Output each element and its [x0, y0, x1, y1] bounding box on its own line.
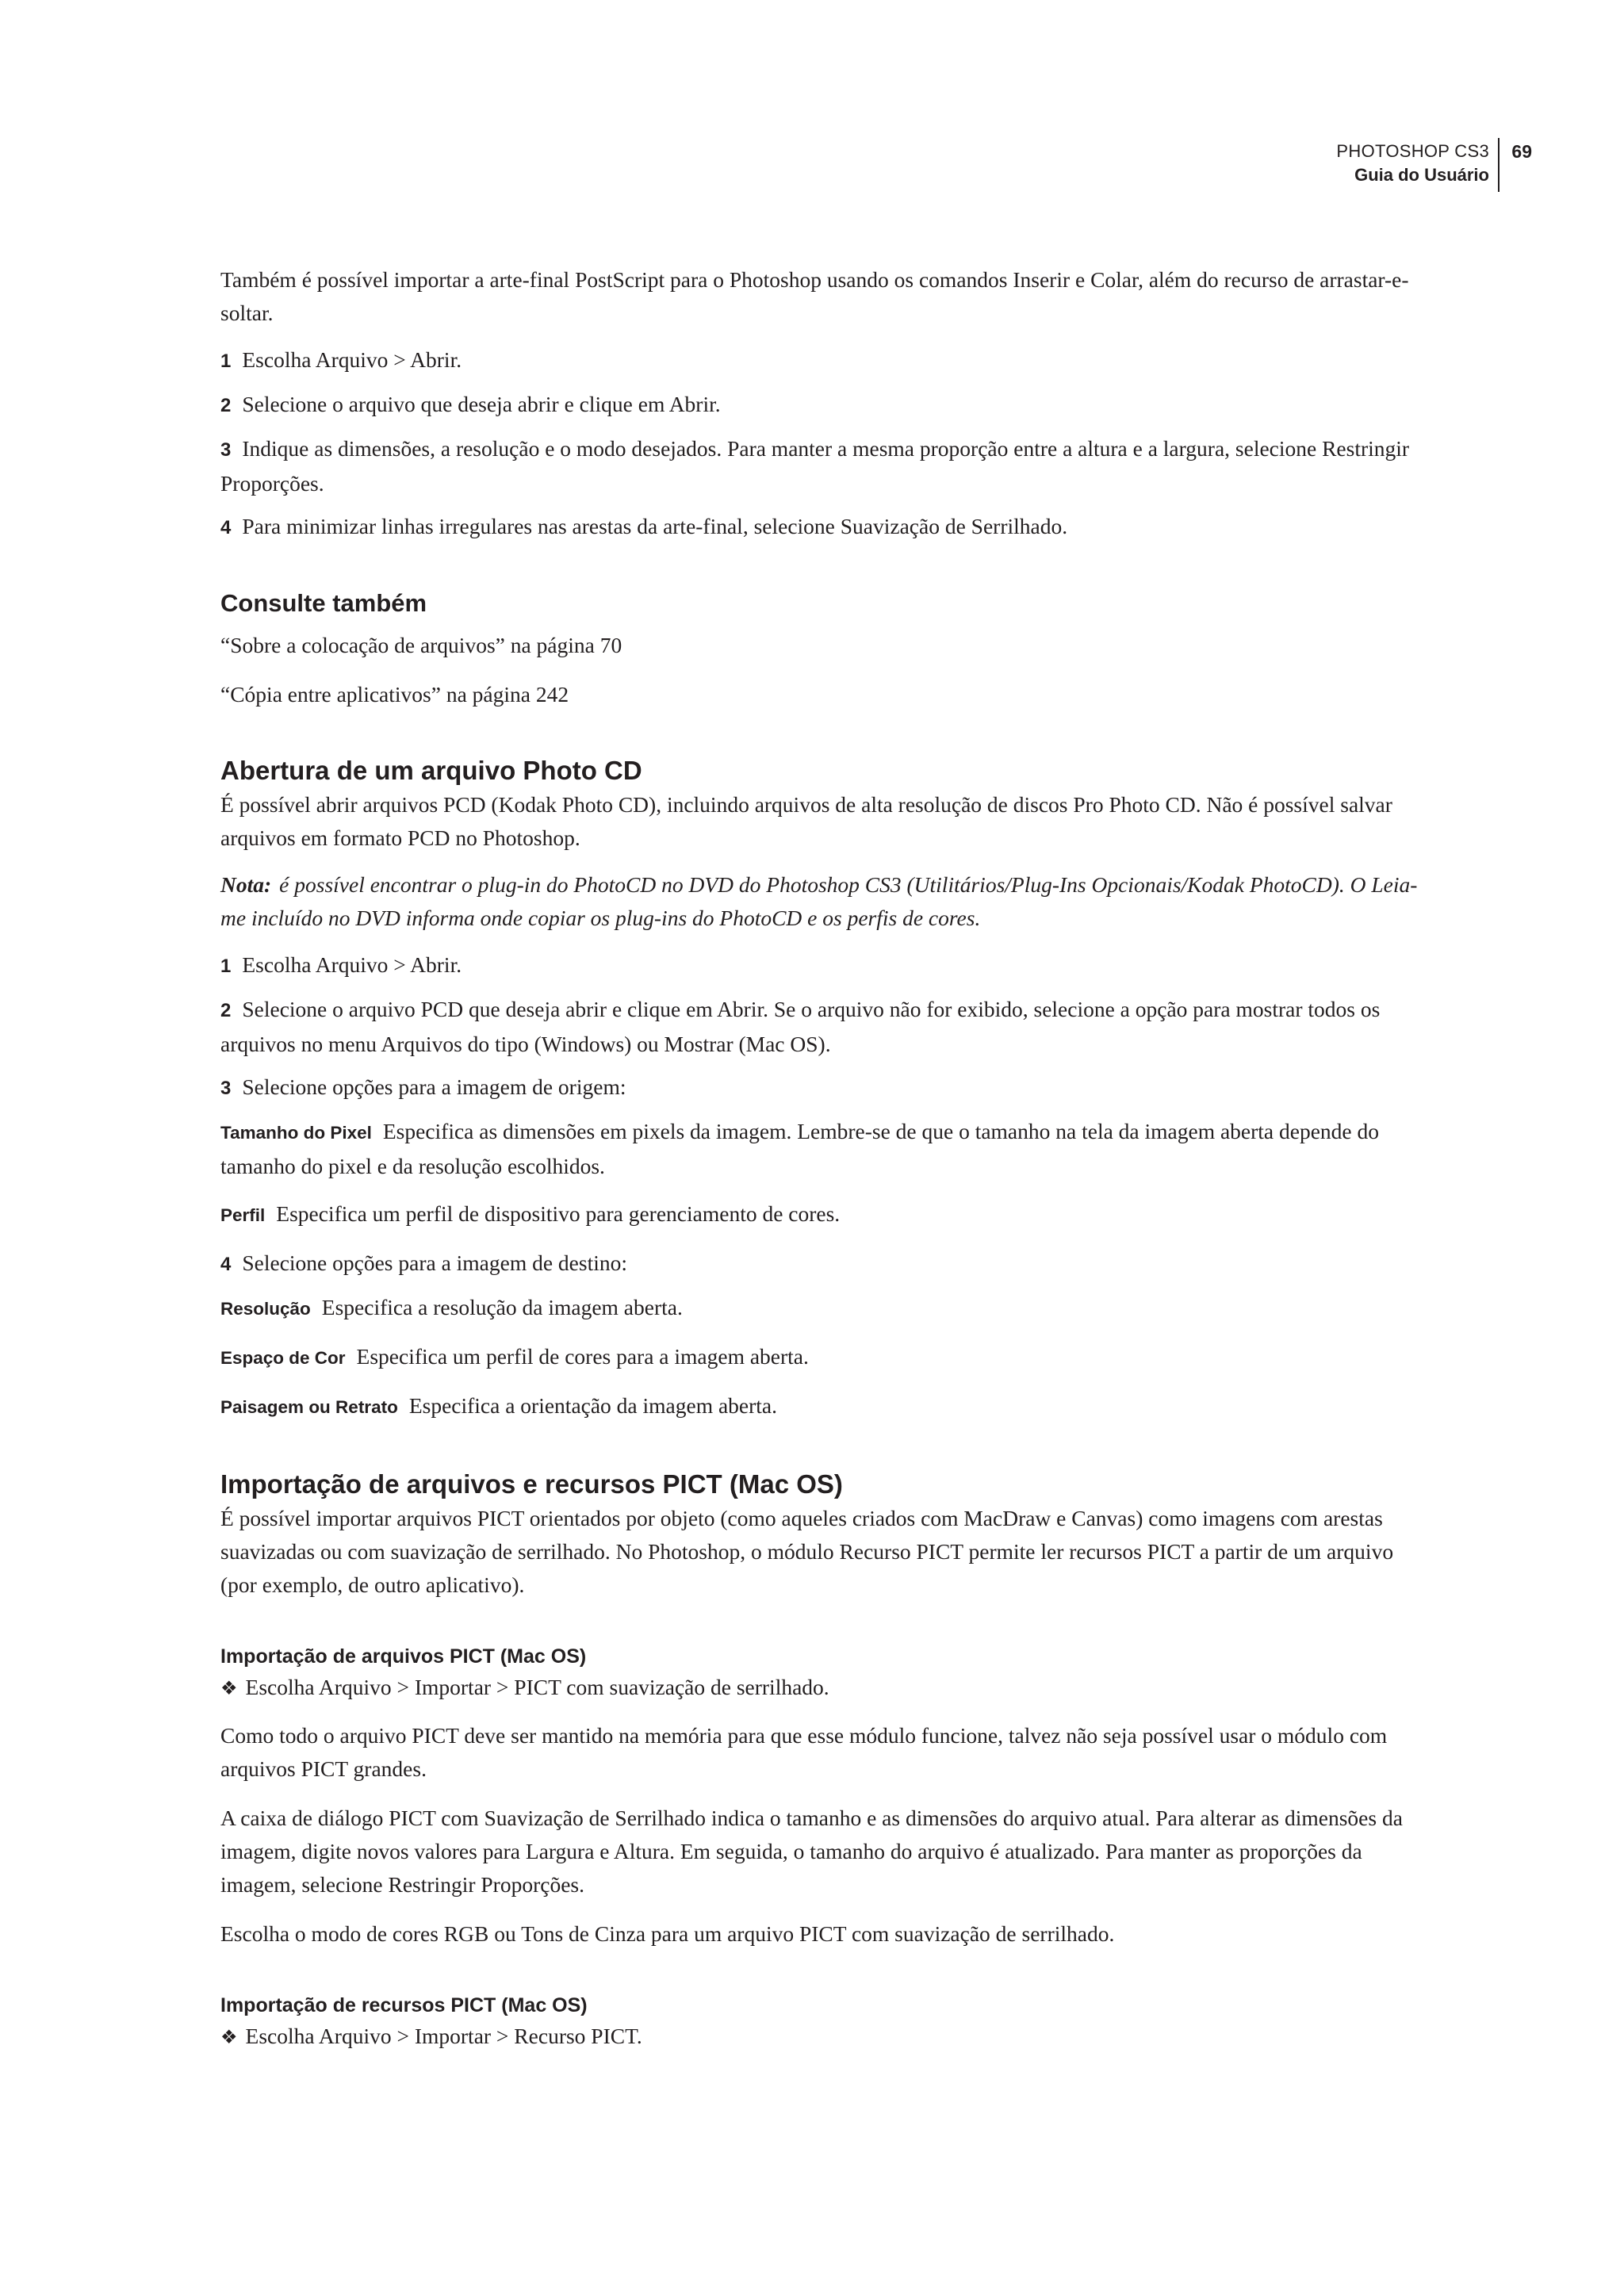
- header-guide: Guia do Usuário: [1354, 165, 1489, 185]
- option-description: [220, 1115, 1419, 1183]
- pict-paragraph: É possível importar arquivos PICT orientados por objeto (como aqueles criados com MacDraw e Canvas) como imagens com arestas suavizadas ou com suavização de serrilhado. No Photoshop, o módulo Recurso PICT permite ler recursos PICT a partir de um arquivo (por exemplo, de outro aplicativo).: [220, 1506, 1394, 1597]
- option-desc: Especifica a orientação da imagem aberta.: [408, 1393, 778, 1418]
- option-desc: Especifica um perfil de dispositivo para gerenciamento de cores.: [276, 1201, 841, 1226]
- step-text: Selecione opções para a imagem de origem:: [242, 1074, 626, 1099]
- running-header: [0, 136, 1624, 200]
- section-heading-photo-cd: Abertura de um arquivo Photo CD: [220, 756, 642, 785]
- note-text: é possível encontrar o plug-in do PhotoCD no DVD do Photoshop CS3 (Utilitários/Plug-Ins Opcionais/Kodak PhotoCD). O Leia-me incluído no DVD informa onde copiar os plug-ins do PhotoCD e os perfis de cores.: [220, 872, 1418, 930]
- option-description: [220, 1197, 1419, 1232]
- step-number: 4: [220, 517, 232, 538]
- option-desc: Especifica as dimensões em pixels da imagem. Lembre-se de que o tamanho na tela da imagem aberta depende do tamanho do pixel e da resolução escolhidos.: [220, 1119, 1379, 1178]
- step-text: Selecione opções para a imagem de destino:: [242, 1250, 628, 1275]
- photo-cd-paragraph: É possível abrir arquivos PCD (Kodak Photo CD), incluindo arquivos de alta resolução de discos Pro Photo CD. Não é possível salvar arquivos em formato PCD no Photoshop.: [220, 792, 1392, 850]
- see-also-link[interactable]: “Cópia entre aplicativos” na página 242: [220, 682, 569, 707]
- page-body: [220, 263, 1419, 2068]
- step-number: 2: [220, 395, 232, 416]
- pict-resources-step: [220, 2020, 1419, 2055]
- photo-cd-step: [220, 1247, 1419, 1281]
- option-desc: Especifica um perfil de cores para a imagem aberta.: [356, 1344, 809, 1369]
- option-description: [220, 1291, 1419, 1326]
- option-description: [220, 1340, 1419, 1375]
- bullet-icon: ❖: [220, 2028, 238, 2048]
- subsection-heading-pict-resources: Importação de recursos PICT (Mac OS): [220, 1994, 588, 2016]
- header-divider: [1498, 138, 1500, 192]
- option-term: Paisagem ou Retrato: [220, 1397, 398, 1417]
- pict-files-step: [220, 1671, 1419, 1706]
- note-label: Nota:: [220, 872, 272, 897]
- step-text: Escolha Arquivo > Importar > Recurso PICT.: [245, 2024, 642, 2048]
- header-title-block: [1336, 140, 1489, 187]
- step-text: Escolha Arquivo > Importar > PICT com suavização de serrilhado.: [245, 1675, 829, 1699]
- option-term: Perfil: [220, 1205, 266, 1225]
- intro-paragraph: Também é possível importar a arte-final PostScript para o Photoshop usando os comandos Inserir e Colar, além do recurso de arrastar-e-soltar.: [220, 267, 1409, 325]
- photo-cd-step: [220, 1070, 1419, 1105]
- section-heading-pict: Importação de arquivos e recursos PICT (Mac OS): [220, 1469, 843, 1499]
- step-number: 3: [220, 439, 232, 461]
- step-text: Selecione o arquivo que deseja abrir e clique em Abrir.: [242, 392, 721, 416]
- pict-files-paragraph: Como todo o arquivo PICT deve ser mantido na memória para que esse módulo funcione, talvez não seja possível usar o módulo com arquivos PICT grandes.: [220, 1723, 1388, 1781]
- step-text: Indique as dimensões, a resolução e o modo desejados. Para manter a mesma proporção entre a altura e a largura, selecione Restringir Proporções.: [220, 436, 1410, 496]
- step-number: 4: [220, 1254, 232, 1275]
- intro-step: [220, 510, 1419, 545]
- page-number: 69: [1511, 141, 1532, 162]
- bullet-icon: ❖: [220, 1679, 238, 1699]
- step-text: Selecione o arquivo PCD que deseja abrir e clique em Abrir. Se o arquivo não for exibido, selecione a opção para mostrar todos os arquivos no menu Arquivos do tipo (Windows) ou Mostrar (Mac OS).: [220, 997, 1381, 1056]
- step-text: Escolha Arquivo > Abrir.: [242, 347, 462, 372]
- intro-step: [220, 343, 1419, 378]
- step-number: 1: [220, 350, 232, 372]
- subsection-heading-pict-files: Importação de arquivos PICT (Mac OS): [220, 1645, 587, 1668]
- note-paragraph: [220, 868, 1419, 935]
- step-number: 2: [220, 1000, 232, 1021]
- option-desc: Especifica a resolução da imagem aberta.: [321, 1295, 683, 1319]
- option-term: Resolução: [220, 1299, 311, 1319]
- pict-files-paragraph: Escolha o modo de cores RGB ou Tons de Cinza para um arquivo PICT com suavização de serrilhado.: [220, 1921, 1115, 1946]
- pict-files-paragraph: A caixa de diálogo PICT com Suavização de Serrilhado indica o tamanho e as dimensões do arquivo atual. Para alterar as dimensões da imagem, digite novos valores para Largura e Altura. Em seguida, o tamanho do arquivo é atualizado. Para manter as proporções da imagem, selecione Restringir Proporções.: [220, 1806, 1403, 1897]
- intro-step: [220, 388, 1419, 423]
- intro-step: [220, 432, 1419, 500]
- step-number: 3: [220, 1078, 232, 1099]
- step-number: 1: [220, 956, 232, 977]
- option-description: [220, 1389, 1419, 1424]
- header-product: PHOTOSHOP CS3: [1336, 141, 1489, 161]
- see-also-heading: Consulte também: [220, 589, 427, 617]
- option-term: Tamanho do Pixel: [220, 1123, 372, 1143]
- option-term: Espaço de Cor: [220, 1348, 346, 1368]
- step-text: Escolha Arquivo > Abrir.: [242, 952, 462, 977]
- photo-cd-step: [220, 948, 1419, 983]
- photo-cd-step: [220, 993, 1419, 1061]
- see-also-link[interactable]: “Sobre a colocação de arquivos” na página 70: [220, 633, 622, 657]
- step-text: Para minimizar linhas irregulares nas arestas da arte-final, selecione Suavização de Serrilhado.: [242, 514, 1068, 538]
